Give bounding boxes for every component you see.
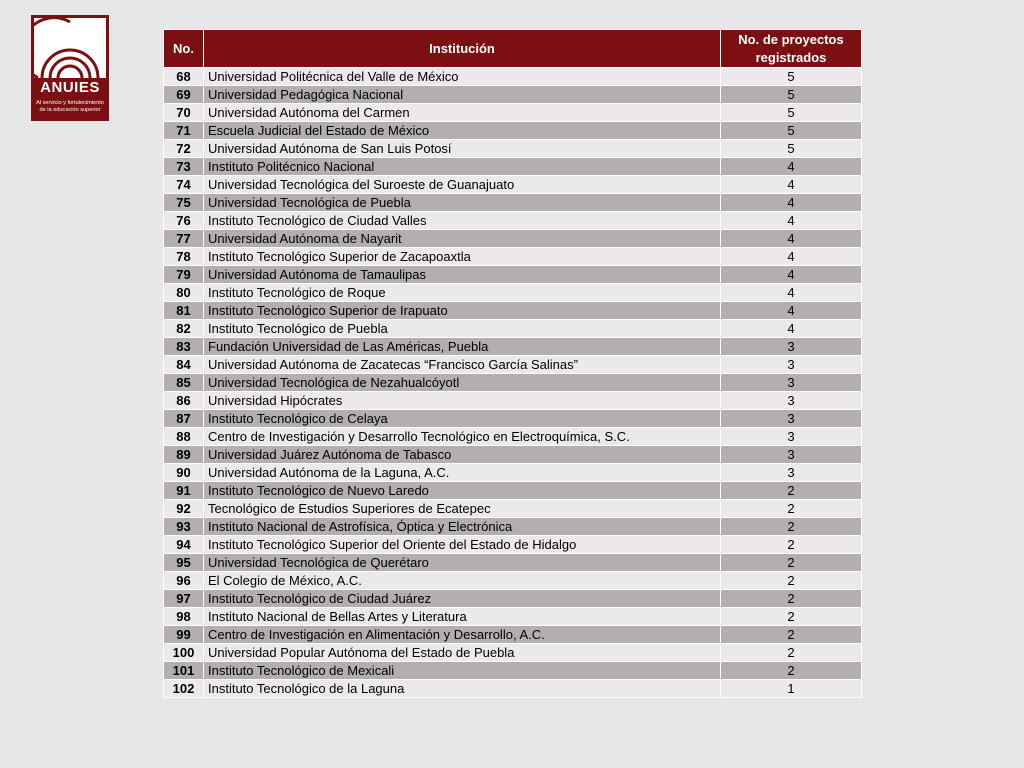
project-count: 3 xyxy=(721,374,862,392)
project-count: 5 xyxy=(721,122,862,140)
table-row xyxy=(164,86,862,104)
row-number: 84 xyxy=(164,356,204,374)
project-count: 3 xyxy=(721,356,862,374)
row-number: 95 xyxy=(164,554,204,572)
table-row xyxy=(164,248,862,266)
table-row xyxy=(164,374,862,392)
institution-name: Universidad Politécnica del Valle de México xyxy=(204,68,721,86)
institution-name: Instituto Tecnológico de Ciudad Valles xyxy=(204,212,721,230)
institution-name: Instituto Tecnológico de Roque xyxy=(204,284,721,302)
row-number: 70 xyxy=(164,104,204,122)
table-row xyxy=(164,518,862,536)
institution-name: Universidad Tecnológica de Puebla xyxy=(204,194,721,212)
table-row xyxy=(164,320,862,338)
institution-name: Instituto Tecnológico de Puebla xyxy=(204,320,721,338)
project-count: 3 xyxy=(721,464,862,482)
row-number: 75 xyxy=(164,194,204,212)
institution-name: Universidad Hipócrates xyxy=(204,392,721,410)
institution-name: Centro de Investigación y Desarrollo Tecnológico en Electroquímica, S.C. xyxy=(204,428,721,446)
project-count: 2 xyxy=(721,626,862,644)
table-row xyxy=(164,680,862,698)
row-number: 80 xyxy=(164,284,204,302)
project-count: 2 xyxy=(721,644,862,662)
institution-name: Universidad Popular Autónoma del Estado de Puebla xyxy=(204,644,721,662)
logo-tagline-line2: de la educación superior xyxy=(39,107,101,113)
project-count: 4 xyxy=(721,158,862,176)
table-header-row xyxy=(164,30,862,68)
institutions-table xyxy=(163,29,862,698)
table-row xyxy=(164,194,862,212)
project-count: 4 xyxy=(721,284,862,302)
project-count: 4 xyxy=(721,320,862,338)
row-number: 98 xyxy=(164,608,204,626)
row-number: 83 xyxy=(164,338,204,356)
institution-name: Fundación Universidad de Las Américas, Puebla xyxy=(204,338,721,356)
table-row xyxy=(164,482,862,500)
project-count: 3 xyxy=(721,446,862,464)
institution-name: Universidad Autónoma de Nayarit xyxy=(204,230,721,248)
table-row xyxy=(164,536,862,554)
logo-tagline xyxy=(32,100,108,114)
project-count: 5 xyxy=(721,68,862,86)
row-number: 82 xyxy=(164,320,204,338)
project-count: 5 xyxy=(721,86,862,104)
row-number: 90 xyxy=(164,464,204,482)
logo-title: ANUIES xyxy=(40,79,100,96)
institution-name: Instituto Tecnológico de Celaya xyxy=(204,410,721,428)
table-row xyxy=(164,554,862,572)
logo-rings-icon xyxy=(34,18,106,78)
table-row xyxy=(164,266,862,284)
row-number: 96 xyxy=(164,572,204,590)
row-number: 74 xyxy=(164,176,204,194)
row-number: 89 xyxy=(164,446,204,464)
table-row xyxy=(164,464,862,482)
row-number: 73 xyxy=(164,158,204,176)
institution-name: Universidad Pedagógica Nacional xyxy=(204,86,721,104)
institution-name: Instituto Tecnológico Superior del Oriente del Estado de Hidalgo xyxy=(204,536,721,554)
row-number: 87 xyxy=(164,410,204,428)
institution-name: Universidad Autónoma de Zacatecas “Francisco García Salinas” xyxy=(204,356,721,374)
table-row xyxy=(164,212,862,230)
institution-name: El Colegio de México, A.C. xyxy=(204,572,721,590)
row-number: 68 xyxy=(164,68,204,86)
project-count: 3 xyxy=(721,392,862,410)
project-count: 5 xyxy=(721,104,862,122)
institution-name: Instituto Nacional de Bellas Artes y Literatura xyxy=(204,608,721,626)
project-count: 3 xyxy=(721,338,862,356)
row-number: 93 xyxy=(164,518,204,536)
row-number: 97 xyxy=(164,590,204,608)
institution-name: Tecnológico de Estudios Superiores de Ecatepec xyxy=(204,500,721,518)
row-number: 102 xyxy=(164,680,204,698)
table-row xyxy=(164,230,862,248)
project-count: 3 xyxy=(721,428,862,446)
project-count: 2 xyxy=(721,572,862,590)
column-header-no: No. xyxy=(164,30,204,68)
table-row xyxy=(164,158,862,176)
column-header-institution: Institución xyxy=(204,30,721,68)
row-number: 99 xyxy=(164,626,204,644)
project-count: 2 xyxy=(721,608,862,626)
project-count: 4 xyxy=(721,248,862,266)
table-row xyxy=(164,122,862,140)
row-number: 77 xyxy=(164,230,204,248)
table-body xyxy=(164,68,862,698)
row-number: 72 xyxy=(164,140,204,158)
column-header-projects: No. de proyectos registrados xyxy=(721,30,862,68)
table-row xyxy=(164,356,862,374)
table-row xyxy=(164,500,862,518)
logo-tagline-line1: Al servicio y fortalecimiento xyxy=(36,100,104,106)
table-row xyxy=(164,302,862,320)
table-row xyxy=(164,176,862,194)
institution-name: Instituto Tecnológico Superior de Zacapoaxtla xyxy=(204,248,721,266)
row-number: 76 xyxy=(164,212,204,230)
project-count: 1 xyxy=(721,680,862,698)
table-row xyxy=(164,662,862,680)
project-count: 5 xyxy=(721,140,862,158)
table-row xyxy=(164,104,862,122)
table-row xyxy=(164,608,862,626)
anuies-logo xyxy=(31,15,109,121)
institution-name: Escuela Judicial del Estado de México xyxy=(204,122,721,140)
table-row xyxy=(164,644,862,662)
table-row xyxy=(164,410,862,428)
table-row xyxy=(164,626,862,644)
table-row xyxy=(164,590,862,608)
row-number: 92 xyxy=(164,500,204,518)
institution-name: Universidad Juárez Autónoma de Tabasco xyxy=(204,446,721,464)
table-row xyxy=(164,446,862,464)
institution-name: Universidad Autónoma de Tamaulipas xyxy=(204,266,721,284)
row-number: 85 xyxy=(164,374,204,392)
row-number: 69 xyxy=(164,86,204,104)
institution-name: Universidad Tecnológica del Suroeste de Guanajuato xyxy=(204,176,721,194)
row-number: 91 xyxy=(164,482,204,500)
project-count: 4 xyxy=(721,212,862,230)
row-number: 94 xyxy=(164,536,204,554)
project-count: 4 xyxy=(721,266,862,284)
institution-name: Instituto Tecnológico de Ciudad Juárez xyxy=(204,590,721,608)
table-row xyxy=(164,572,862,590)
row-number: 71 xyxy=(164,122,204,140)
institution-name: Universidad Autónoma de la Laguna, A.C. xyxy=(204,464,721,482)
table-row xyxy=(164,338,862,356)
project-count: 2 xyxy=(721,482,862,500)
row-number: 88 xyxy=(164,428,204,446)
institution-name: Universidad Tecnológica de Querétaro xyxy=(204,554,721,572)
institution-name: Universidad Autónoma de San Luis Potosí xyxy=(204,140,721,158)
institution-name: Instituto Nacional de Astrofísica, Óptica y Electrónica xyxy=(204,518,721,536)
table-row xyxy=(164,284,862,302)
row-number: 100 xyxy=(164,644,204,662)
table-row xyxy=(164,68,862,86)
table-row xyxy=(164,392,862,410)
project-count: 2 xyxy=(721,554,862,572)
project-count: 2 xyxy=(721,662,862,680)
project-count: 4 xyxy=(721,230,862,248)
project-count: 2 xyxy=(721,500,862,518)
row-number: 81 xyxy=(164,302,204,320)
table-row xyxy=(164,140,862,158)
row-number: 79 xyxy=(164,266,204,284)
project-count: 2 xyxy=(721,518,862,536)
institution-name: Instituto Tecnológico de Nuevo Laredo xyxy=(204,482,721,500)
project-count: 4 xyxy=(721,194,862,212)
project-count: 4 xyxy=(721,176,862,194)
project-count: 2 xyxy=(721,590,862,608)
project-count: 3 xyxy=(721,410,862,428)
institution-name: Universidad Autónoma del Carmen xyxy=(204,104,721,122)
institution-name: Instituto Tecnológico Superior de Irapuato xyxy=(204,302,721,320)
row-number: 101 xyxy=(164,662,204,680)
institution-name: Centro de Investigación en Alimentación y Desarrollo, A.C. xyxy=(204,626,721,644)
row-number: 78 xyxy=(164,248,204,266)
table-row xyxy=(164,428,862,446)
institution-name: Instituto Tecnológico de Mexicali xyxy=(204,662,721,680)
institution-name: Instituto Politécnico Nacional xyxy=(204,158,721,176)
project-count: 2 xyxy=(721,536,862,554)
institution-name: Universidad Tecnológica de Nezahualcóyotl xyxy=(204,374,721,392)
project-count: 4 xyxy=(721,302,862,320)
institution-name: Instituto Tecnológico de la Laguna xyxy=(204,680,721,698)
row-number: 86 xyxy=(164,392,204,410)
